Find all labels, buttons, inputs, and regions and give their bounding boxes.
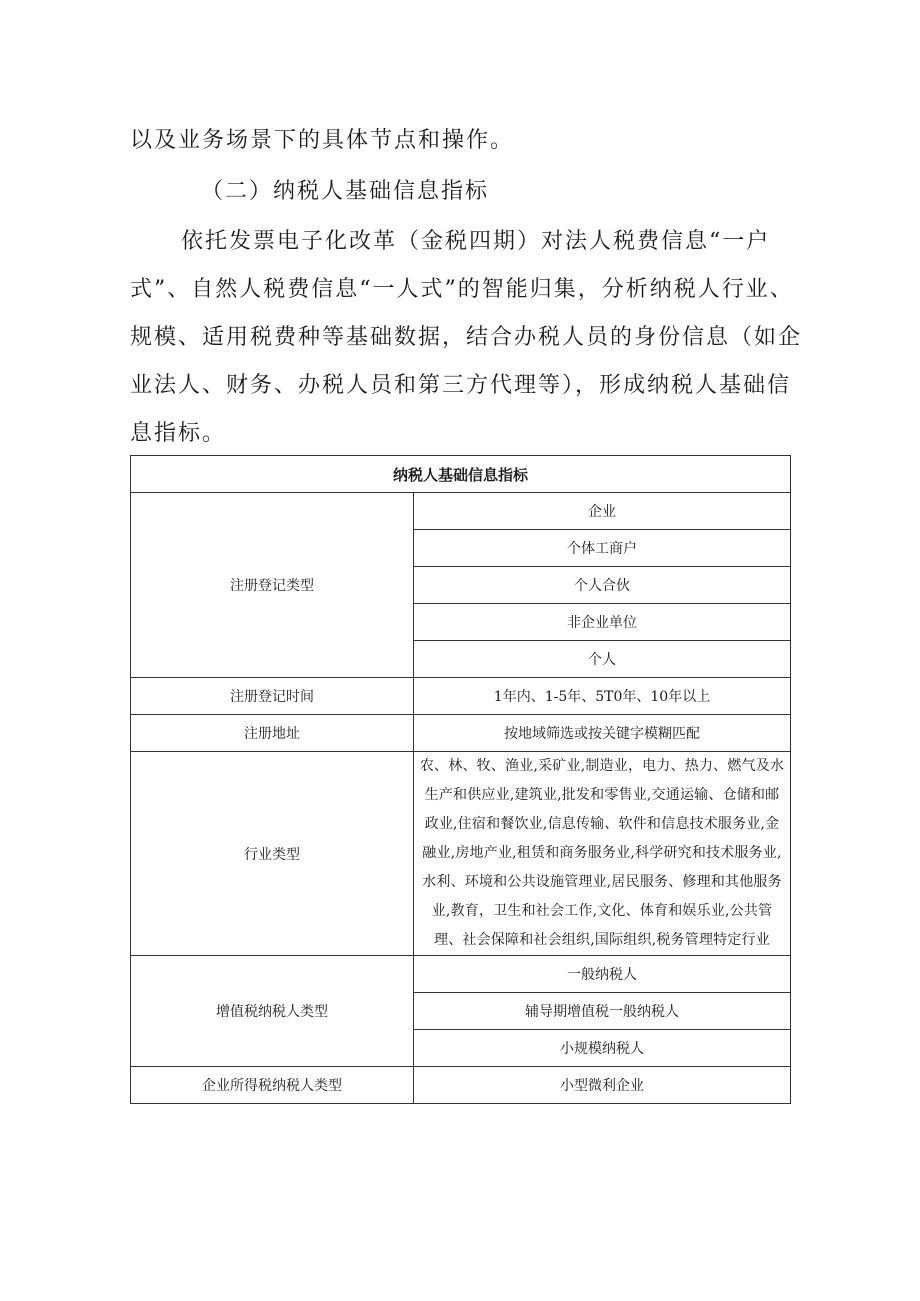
industry-type-label: 行业类型 [131, 752, 414, 956]
paragraph-line: 息指标。 [130, 421, 227, 446]
paragraph-line: 以及业务场景下的具体节点和操作。 [130, 128, 515, 153]
table-title: 纳税人基础信息指标 [131, 456, 791, 493]
table-cell: 企业 [414, 493, 791, 530]
paragraph-line: 依托发票电子化改革（金税四期）对法人税费信息“一户 [181, 229, 771, 254]
table-cell: 个人 [414, 641, 791, 678]
table-cell: 小型微利企业 [414, 1067, 791, 1104]
registration-type-label: 注册登记类型 [131, 493, 414, 678]
registration-time-label: 注册登记时间 [131, 678, 414, 715]
table-cell: 小规模纳税人 [414, 1030, 791, 1067]
paragraph-line: 规模、适用税费种等基础数据，结合办税人员的身份信息（如企 [130, 325, 803, 350]
paragraph-line: 式”、自然人税费信息“一人式”的智能归集，分析纳税人行业、 [130, 277, 794, 302]
section-heading: （二）纳税人基础信息指标 [201, 179, 490, 204]
registration-address-label: 注册地址 [131, 715, 414, 752]
taxpayer-info-table [130, 455, 791, 1104]
table-cell: 个人合伙 [414, 567, 791, 604]
table-cell: 个体工商户 [414, 530, 791, 567]
table-cell: 一般纳税人 [414, 956, 791, 993]
table-cell: 1年内、1-5年、5T0年、10年以上 [414, 678, 791, 715]
table-cell: 按地域筛选或按关键字模糊匹配 [414, 715, 791, 752]
paragraph-line: 业法人、财务、办税人员和第三方代理等），形成纳税人基础信 [130, 373, 792, 398]
industry-type-value: 农、林、牧、渔业,采矿业,制造业，电力、热力、燃气及水生产和供应业,建筑业,批发和零售业,交通运输、仓储和邮政业,住宿和餐饮业,信息传输、软件和信息技术服务业,金融业,房地产业,租赁和商务服务业,科学研究和技术服务业,水利、环境和公共设施管理业,居民服务、修理和其他服务业,教育，卫生和社会工作,文化、体育和娱乐业,公共管理、社会保障和社会组织,国际组织,税务管理特定行业 [414, 752, 791, 956]
vat-taxpayer-type-label: 增值税纳税人类型 [131, 956, 414, 1067]
table-cell: 辅导期增值税一般纳税人 [414, 993, 791, 1030]
table-cell: 非企业单位 [414, 604, 791, 641]
income-tax-taxpayer-type-label: 企业所得税纳税人类型 [131, 1067, 414, 1104]
